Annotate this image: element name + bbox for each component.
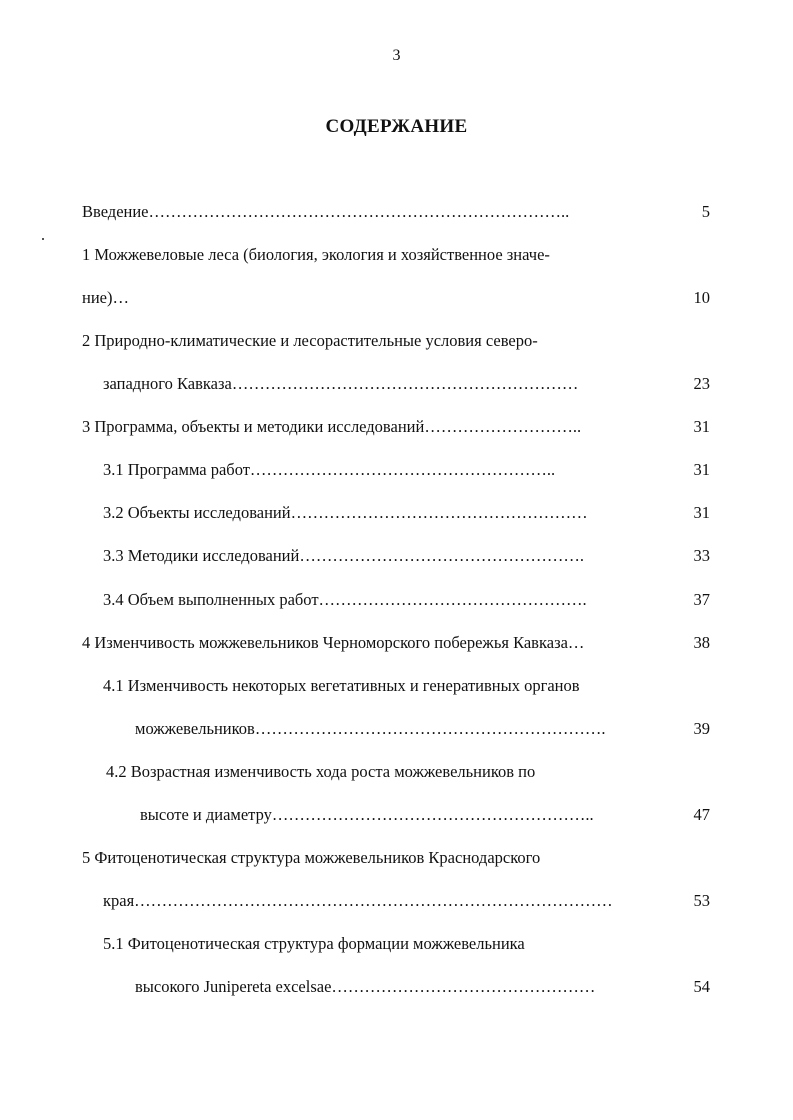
toc-page-number: 53 (693, 891, 710, 910)
toc-entry-section-3-3: 3.3 Методики исследований……………………………………………. (103, 546, 584, 565)
toc-entry-section-3-4: 3.4 Объем выполненных работ…………………………………………. (103, 590, 587, 609)
toc-entry-chapter-2: 2 Природно-климатические и лесорастительные условия северо- (82, 331, 538, 350)
toc-entry-chapter-1-cont: ние)… (82, 288, 129, 307)
toc-entry-section-4-1-cont: можжевельников………………………………………………………. (135, 719, 606, 738)
toc-page-number: 37 (693, 590, 710, 609)
toc-entry-section-5-1-cont: высокого Junipereta excelsae………………………………………… (135, 977, 596, 996)
toc-entry-section-4-2: 4.2 Возрастная изменчивость хода роста можжевельников по (106, 762, 536, 781)
toc-page-number: 5 (701, 202, 710, 221)
toc-page-number: 39 (693, 719, 710, 738)
toc-entry-chapter-4: 4 Изменчивость можжевельников Черноморского побережья Кавказа… (82, 633, 585, 652)
toc-entry-section-3-1: 3.1 Программа работ……………………………………………….. (103, 460, 556, 479)
toc-entry-section-5-1: 5.1 Фитоценотическая структура формации можжевельника (103, 934, 525, 953)
toc-page-number: 31 (693, 503, 710, 522)
toc-entry-introduction: Введение………………………………………………………………….. (82, 202, 570, 221)
page-number: 3 (392, 47, 401, 64)
toc-page-number: 47 (693, 805, 710, 824)
toc-page-number: 31 (693, 417, 710, 436)
toc-entry-section-4-2-cont: высоте и диаметру………………………………………………….. (140, 805, 594, 824)
toc-entry-section-3-2: 3.2 Объекты исследований……………………………………………… (103, 503, 588, 522)
toc-entry-chapter-3: 3 Программа, объекты и методики исследований……………………….. (82, 417, 582, 436)
toc-page-number: 23 (693, 374, 710, 393)
toc-page-number: 54 (693, 977, 710, 996)
scan-speck (42, 238, 44, 240)
toc-title: СОДЕРЖАНИЕ (325, 116, 468, 137)
toc-page-number: 10 (693, 288, 710, 307)
toc-entry-chapter-5: 5 Фитоценотическая структура можжевельников Краснодарского (82, 848, 541, 867)
toc-entry-chapter-1: 1 Можжевеловые леса (биология, экология и хозяйственное значе- (82, 245, 550, 264)
toc-entry-chapter-2-cont: западного Кавказа……………………………………………………… (103, 374, 579, 393)
toc-entry-section-4-1: 4.1 Изменчивость некоторых вегетативных и генеративных органов (103, 676, 580, 695)
toc-page-number: 31 (693, 460, 710, 479)
toc-page-number: 33 (693, 546, 710, 565)
toc-entry-chapter-5-cont: края…………………………………………………………………………… (103, 891, 613, 910)
toc-page-number: 38 (693, 633, 710, 652)
